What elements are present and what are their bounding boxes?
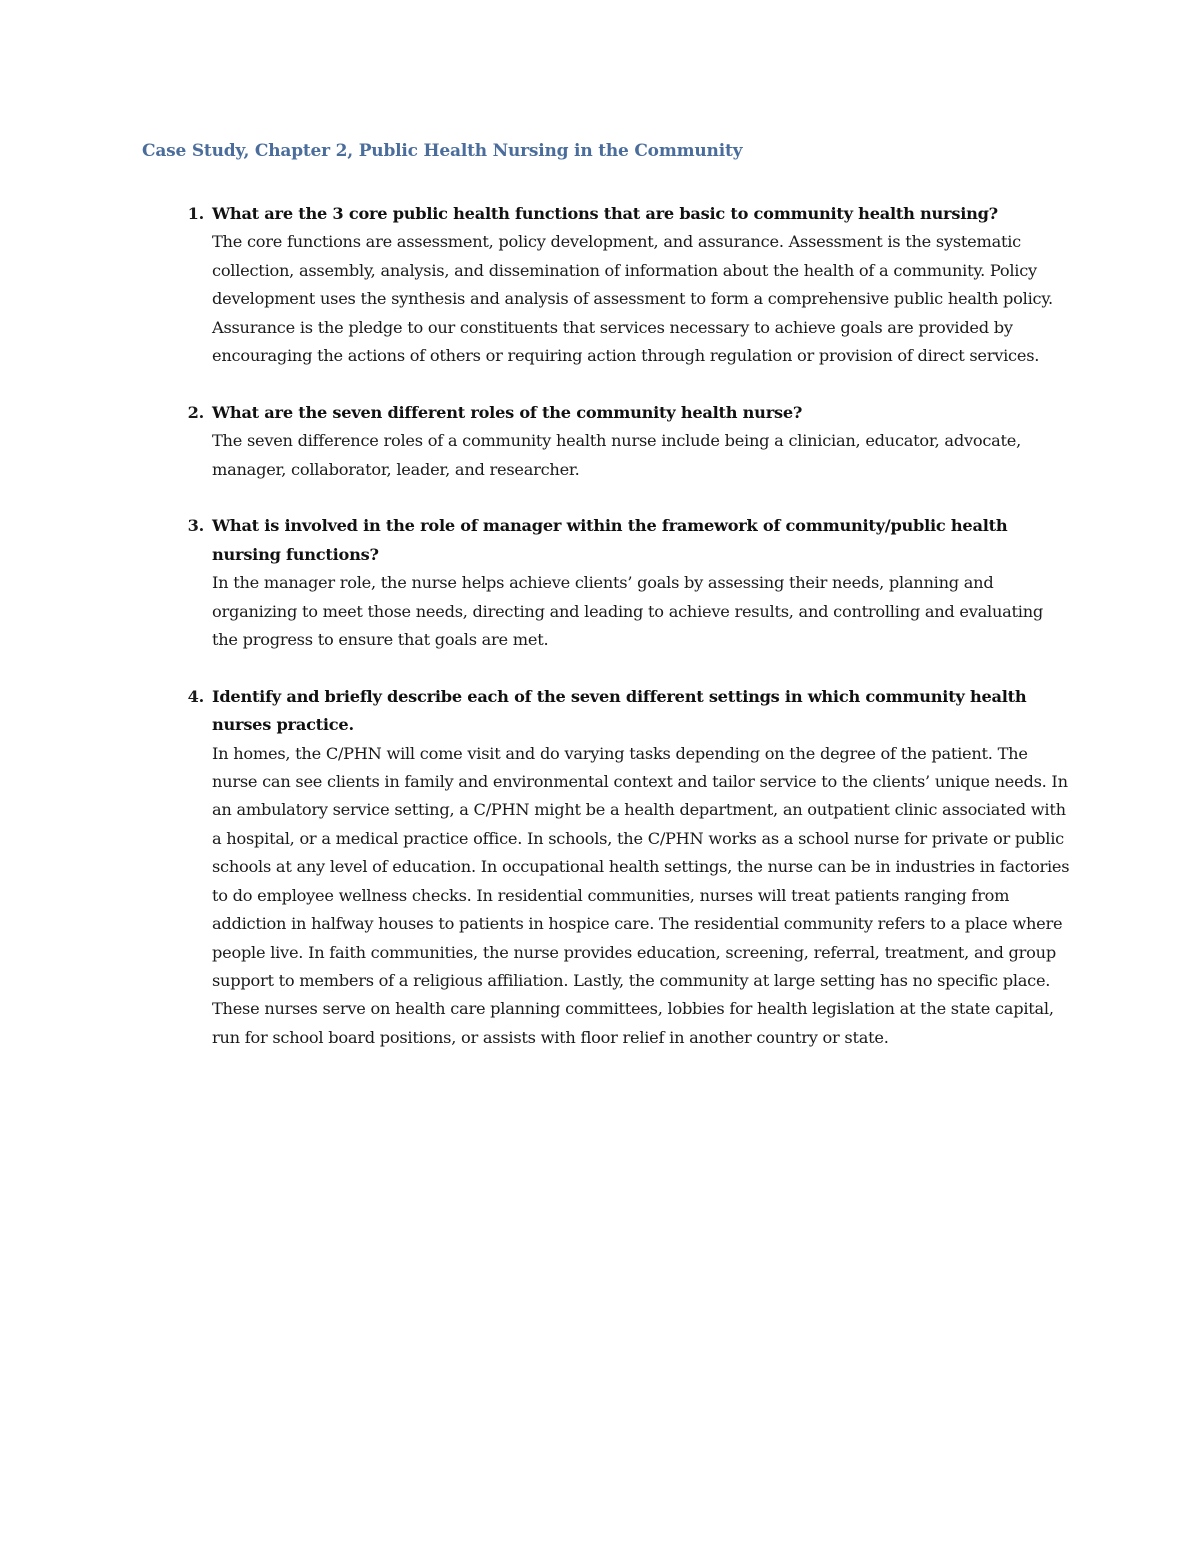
- answer-text: The seven difference roles of a community health nurse include being a clinician, educator, advocate, manager, collaborator, leader, and researcher.: [212, 431, 1022, 479]
- answer-text: In the manager role, the nurse helps achieve clients’ goals by assessing their needs, planning and organizing to meet those needs, directing and leading to achieve results, and controlling and evaluating the progress to ensure that goals are met.: [212, 573, 1044, 650]
- question-text: What are the seven different roles of the community health nurse?: [212, 402, 803, 422]
- question-number: 2.: [187, 402, 204, 422]
- question-item-3: [187, 512, 1072, 654]
- answer-text: The core functions are assessment, policy development, and assurance. Assessment is the systematic collection, assembly, analysis, and dissemination of information about the health of a community. Policy development uses the synthesis and analysis of assessment to form a comprehensive public health policy. Assurance is the pledge to our constituents that services necessary to achieve goals are provided by encouraging the actions of others or requiring action through regulation or provision of direct services.: [212, 232, 1053, 366]
- question-text: What is involved in the role of manager within the framework of community/public health nursing functions?: [212, 516, 1008, 564]
- question-item-1: [187, 200, 1072, 370]
- question-number: 3.: [187, 516, 204, 536]
- question-item-4: [187, 683, 1072, 1052]
- question-text: What are the 3 core public health functions that are basic to community health nursing?: [212, 204, 998, 223]
- question-item-2: [187, 399, 1072, 484]
- answer-text: In homes, the C/PHN will come visit and do varying tasks depending on the degree of the patient. The nurse can see clients in family and environmental context and tailor service to the clients’ unique needs. In an ambulatory service setting, a C/PHN might be a health department, an outpatient clinic associated with a hospital, or a medical practice office. In schools, the C/PHN works as a school nurse for private or public schools at any level of education. In occupational health settings, the nurse can be in industries in factories to do employee wellness checks. In residential communities, nurses will treat patients ranging from addiction in halfway houses to patients in hospice care. The residential community refers to a place where people live. In faith communities, the nurse provides education, screening, referral, treatment, and group support to members of a religious affiliation. Lastly, the community at large setting has no specific place. These nurses serve on health care planning committees, lobbies for health legislation at the state capital, run for school board positions, or assists with floor relief in another country or state.: [212, 743, 1070, 1047]
- question-text: Identify and briefly describe each of the seven different settings in which community health nurses practice.: [212, 686, 1027, 735]
- document-title: Case Study, Chapter 2, Public Health Nursing in the Community: [142, 141, 743, 161]
- question-list: [187, 200, 1072, 1081]
- question-number: 1.: [187, 204, 204, 223]
- question-number: 4.: [187, 686, 204, 706]
